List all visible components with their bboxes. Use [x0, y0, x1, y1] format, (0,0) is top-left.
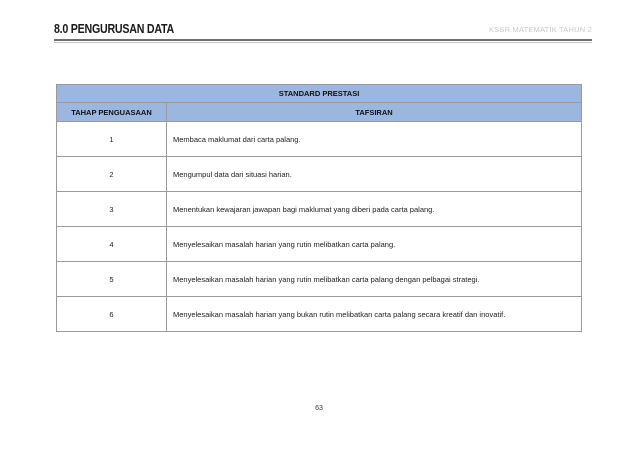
document-subtitle: KSSR MATEMATIK TAHUN 2: [488, 25, 592, 34]
table-row: [57, 227, 582, 262]
table-row: [57, 297, 582, 332]
table-header-row: [57, 103, 582, 122]
level-cell: 1: [57, 122, 167, 157]
description-cell: Menentukan kewajaran jawapan bagi maklumat yang diberi pada carta palang.: [167, 192, 582, 227]
level-cell: 5: [57, 262, 167, 297]
level-cell: 6: [57, 297, 167, 332]
page-number: 63: [315, 405, 323, 412]
table-title-row: [57, 85, 582, 103]
table-row: [57, 192, 582, 227]
description-cell: Mengumpul data dari situasi harian.: [167, 157, 582, 192]
section-title: 8.0 PENGURUSAN DATA: [54, 21, 174, 36]
header-divider-thin: [54, 42, 592, 43]
level-cell: 3: [57, 192, 167, 227]
header-divider: [54, 39, 592, 41]
column-header-level: TAHAP PENGUASAAN: [57, 103, 167, 122]
description-cell: Menyelesaikan masalah harian yang rutin melibatkan carta palang dengan pelbagai strategi.: [167, 262, 582, 297]
description-cell: Menyelesaikan masalah harian yang bukan rutin melibatkan carta palang secara kreatif dan inovatif.: [167, 297, 582, 332]
table-row: [57, 262, 582, 297]
level-cell: 4: [57, 227, 167, 262]
table-row: [57, 122, 582, 157]
table-row: [57, 157, 582, 192]
level-cell: 2: [57, 157, 167, 192]
standard-prestasi-table: [56, 84, 582, 332]
description-cell: Membaca maklumat dari carta palang.: [167, 122, 582, 157]
page-header: [54, 19, 592, 41]
table-title: STANDARD PRESTASI: [57, 85, 582, 103]
column-header-description: TAFSIRAN: [167, 103, 582, 122]
description-cell: Menyelesaikan masalah harian yang rutin melibatkan carta palang.: [167, 227, 582, 262]
